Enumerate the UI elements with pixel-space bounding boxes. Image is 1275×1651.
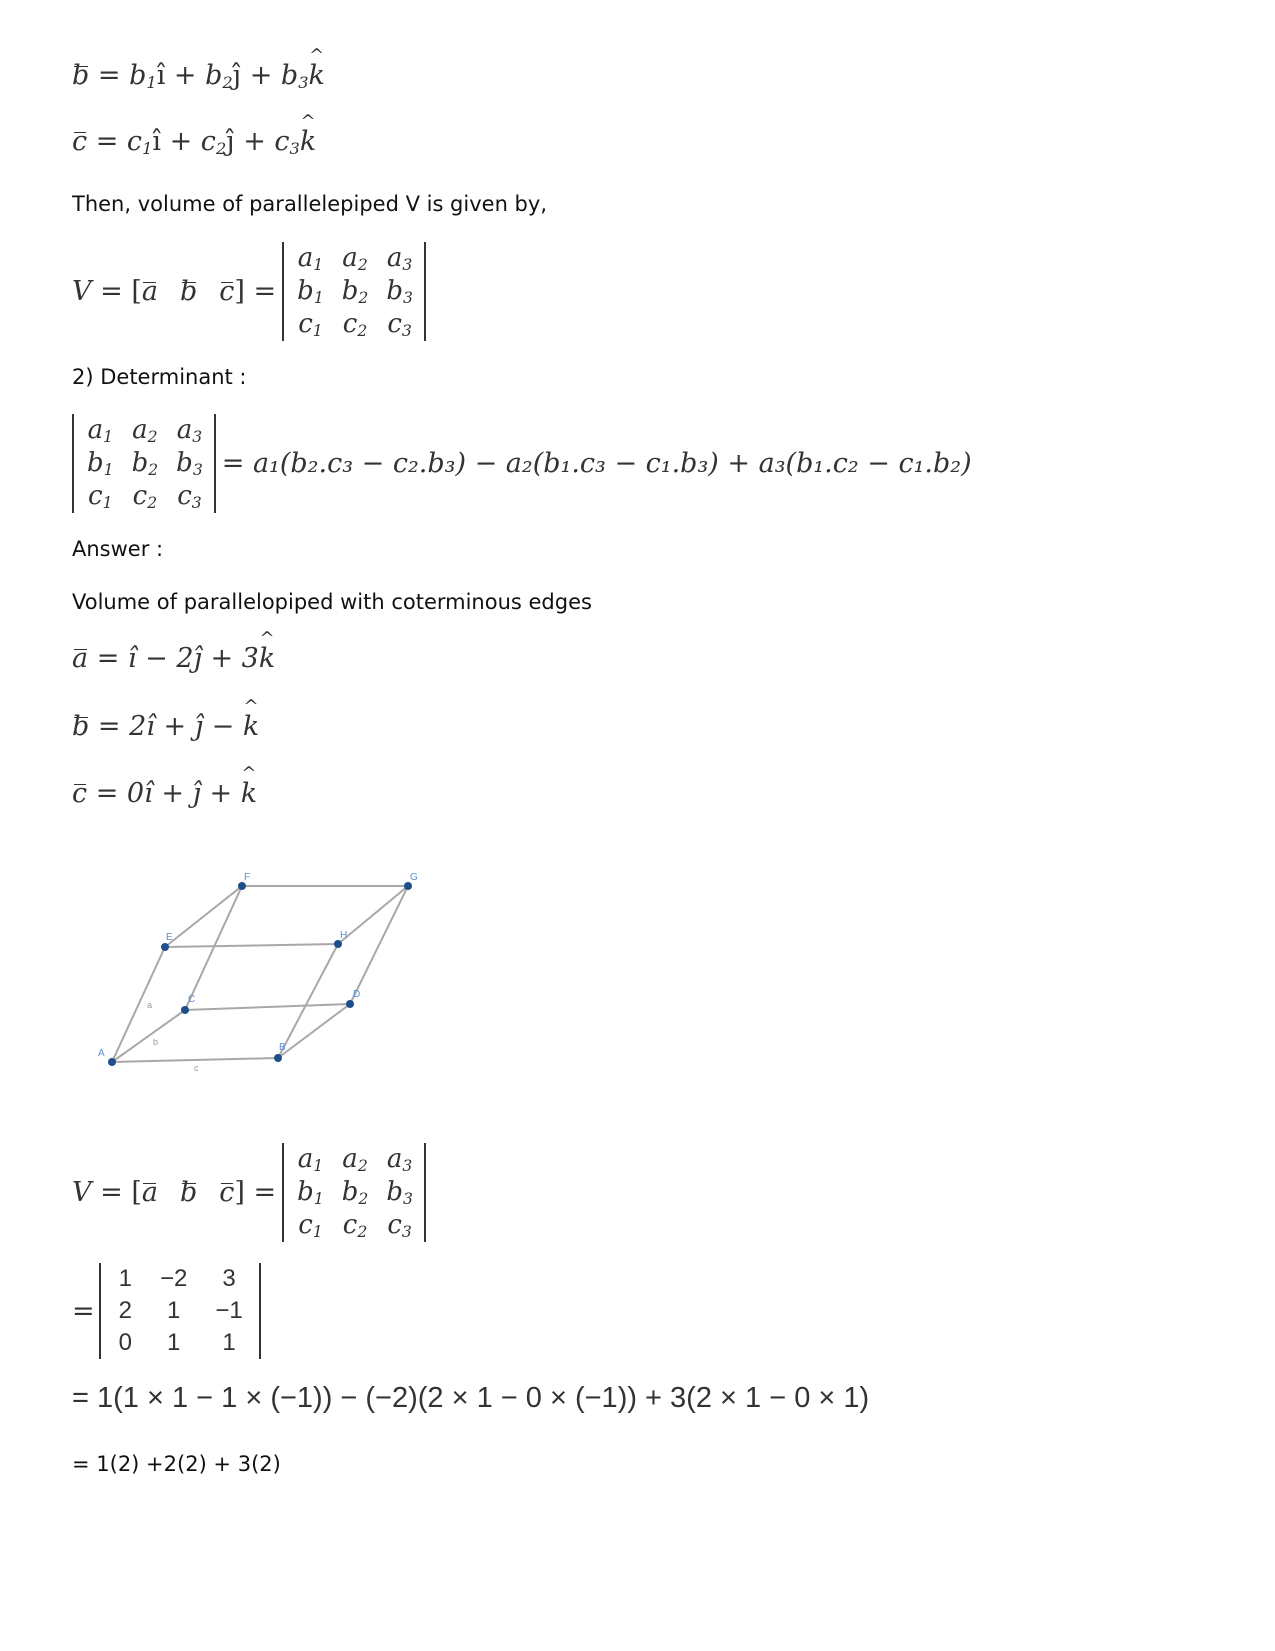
figure-edges [112,886,408,1062]
determinant-expansion [72,414,972,513]
then-line: Then, volume of parallelepiped V is given by, [72,192,547,216]
a-vector: a = î − 2ĵ + 3^ k [72,645,275,672]
a-vector-value: = î − 2ĵ + 3 [96,643,259,674]
expansion-rhs: = a₁(b₂.c₃ − c₂.b₃) − a₂(b₁.c₃ − c₁.b₃) + a₃(b₁.c₂ − c₁.b₂) [221,448,972,479]
vertex-label-d: D [353,989,361,1000]
numeric-determinant: 1 −2 3 2 1 −1 0 1 1 [99,1263,261,1359]
vertex-label-a: A [98,1048,105,1059]
answer-heading: Answer : [72,537,164,561]
volume-formula-repeat: V = [a b c] = $a_1$ $a_2$ $a_3$ $b_1$ $b_2$ $b_3$ $c_1$ $c_2$ $c_3$ [72,1143,432,1242]
vertex-label-g: G [410,872,418,883]
volume-intro: Volume of parallelopiped with coterminous edges [72,590,592,614]
vertex-label-f: F [244,872,251,883]
numeric-determinant-line: = 1 −2 3 2 1 −1 0 1 1 [72,1263,267,1359]
c-vector: c = 0î + ĵ + ^ k [72,780,257,807]
symbolic-determinant-repeat: $a_1$ $a_2$ $a_3$ $b_1$ $b_2$ $b_3$ $c_1$ $c_2$ $c_3$ [282,1143,426,1242]
vertex-label-e: E [166,932,173,943]
symbolic-determinant: $a_1$ $a_2$ $a_3$ $b_1$ $b_2$ $b_3$ $c_1$ $c_2$ $c_3$ [282,242,426,341]
vertex-label-c: C [188,994,196,1005]
numeric-expansion: = 1(1 × 1 − 1 × (−1)) − (−2)(2 × 1 − 0 × (−1)) + 3(2 × 1 − 0 × 1) [72,1382,870,1414]
b-vector-general: $b = b_1î$ + $b_2ĵ$ + $b_3\^{}$ k [72,62,325,89]
determinant-heading: 2) Determinant : [72,365,247,389]
vertex-label-h: H [340,930,348,941]
final-line: = 1(2) +2(2) + 3(2) [72,1452,281,1476]
edge-label-b: b [153,1037,159,1047]
vertex-label-b: B [279,1042,286,1053]
b-vector: b = 2î + ĵ − ^ k [72,713,259,740]
b-vector-value: = 2î + ĵ − [97,711,243,742]
edge-label-c: c [194,1063,199,1073]
parallelepiped-figure [90,870,430,1080]
expansion-determinant: $a_1$ $a_2$ $a_3$ $b_1$ $b_2$ $b_3$ $c_1$ $c_2$ $c_3$ [72,414,216,513]
c-vector-value: = 0î + ĵ + [95,778,241,809]
edge-label-a: a [147,1000,153,1010]
c-vector-general: $c = c_1î$ + $c_2ĵ$ + $c_3\^{}$ k [72,128,316,155]
volume-formula-general: V = [a b c] = $a_1$ $a_2$ $a_3$ $b_1$ $b_2$ $b_3$ $c_1$ $c_2$ $c_3$ [72,242,432,341]
